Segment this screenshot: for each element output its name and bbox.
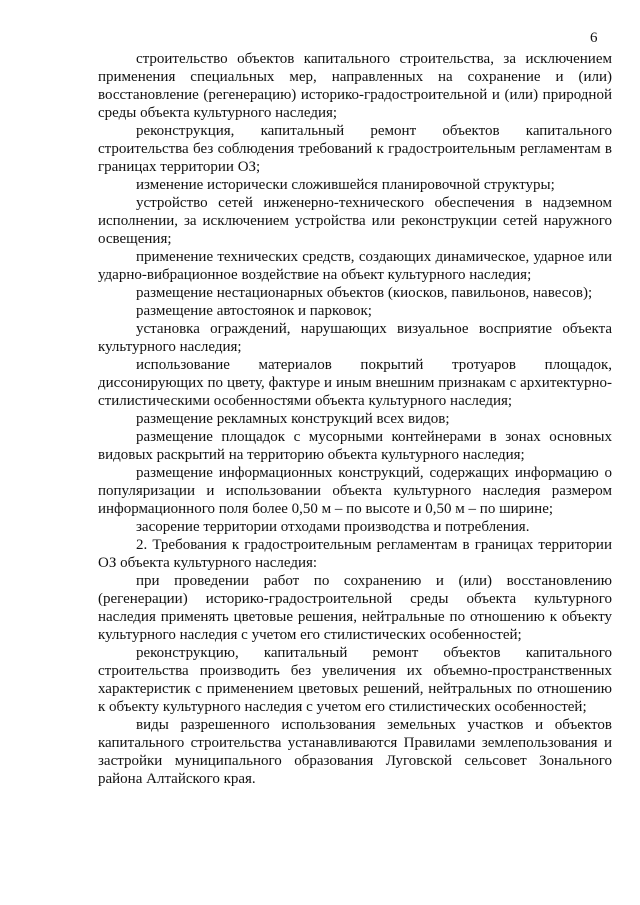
paragraph: размещение нестационарных объектов (киосков, павильонов, навесов); bbox=[136, 285, 593, 301]
paragraph: засорение территории отходами производства и потребления. bbox=[136, 519, 530, 535]
paragraph: при проведении работ по сохранению и (или) восстановлению (регенерации) историко-градостроительной среды объекта культурного наследия применять цветовые решения, нейтральные по отношению к объекту культурного наследия с учетом его стилистических особенностей; bbox=[98, 573, 612, 643]
paragraph: размещение площадок с мусорными контейнерами в зонах основных видовых раскрытий на территорию объекта культурного наследия; bbox=[98, 429, 612, 463]
paragraph: изменение исторически сложившейся планировочной структуры; bbox=[136, 177, 555, 193]
paragraph: применение технических средств, создающих динамическое, ударное или ударно-вибрационное воздействие на объект культурного наследия; bbox=[98, 249, 612, 283]
paragraph: виды разрешенного использования земельных участков и объектов капитального строительства устанавливаются Правилами землепользования и застройки муниципального образования Луговской сельсовет Зонального района Алтайского края. bbox=[98, 717, 612, 787]
paragraph: размещение информационных конструкций, содержащих информацию о популяризации и использовании объекта культурного наследия размером информационного поля более 0,50 м – по высоте и 0,50 м – по ширине; bbox=[98, 465, 612, 517]
paragraph: реконструкцию, капитальный ремонт объектов капитального строительства производить без увеличения их объемно-пространственных характеристик с применением цветовых решений, нейтральных по отношению к объекту культурного наследия с учетом его стилистических особенностей; bbox=[98, 645, 612, 715]
page-number: 6 bbox=[590, 30, 598, 46]
paragraph: размещение рекламных конструкций всех видов; bbox=[136, 411, 450, 427]
section-heading-paragraph: 2. Требования к градостроительным регламентам в границах территории ОЗ объекта культурного наследия: bbox=[98, 537, 612, 571]
paragraph: строительство объектов капитального строительства, за исключением применения специальных мер, направленных на сохранение и (или) восстановление (регенерацию) историко-градостроительной и (или) природной среды объекта культурного наследия; bbox=[98, 51, 612, 121]
paragraph: использование материалов покрытий тротуаров площадок, диссонирующих по цвету, фактуре и иным внешним признакам с архитектурно-стилистическими особенностями объекта культурного наследия; bbox=[98, 357, 612, 409]
paragraph: реконструкция, капитальный ремонт объектов капитального строительства без соблюдения требований к градостроительным регламентам в границах территории ОЗ; bbox=[98, 123, 612, 175]
paragraph: размещение автостоянок и парковок; bbox=[136, 303, 372, 319]
document-body bbox=[98, 50, 612, 788]
paragraph: устройство сетей инженерно-технического обеспечения в надземном исполнении, за исключением устройства или реконструкции сетей наружного освещения; bbox=[98, 195, 612, 247]
paragraph: установка ограждений, нарушающих визуальное восприятие объекта культурного наследия; bbox=[98, 321, 612, 355]
